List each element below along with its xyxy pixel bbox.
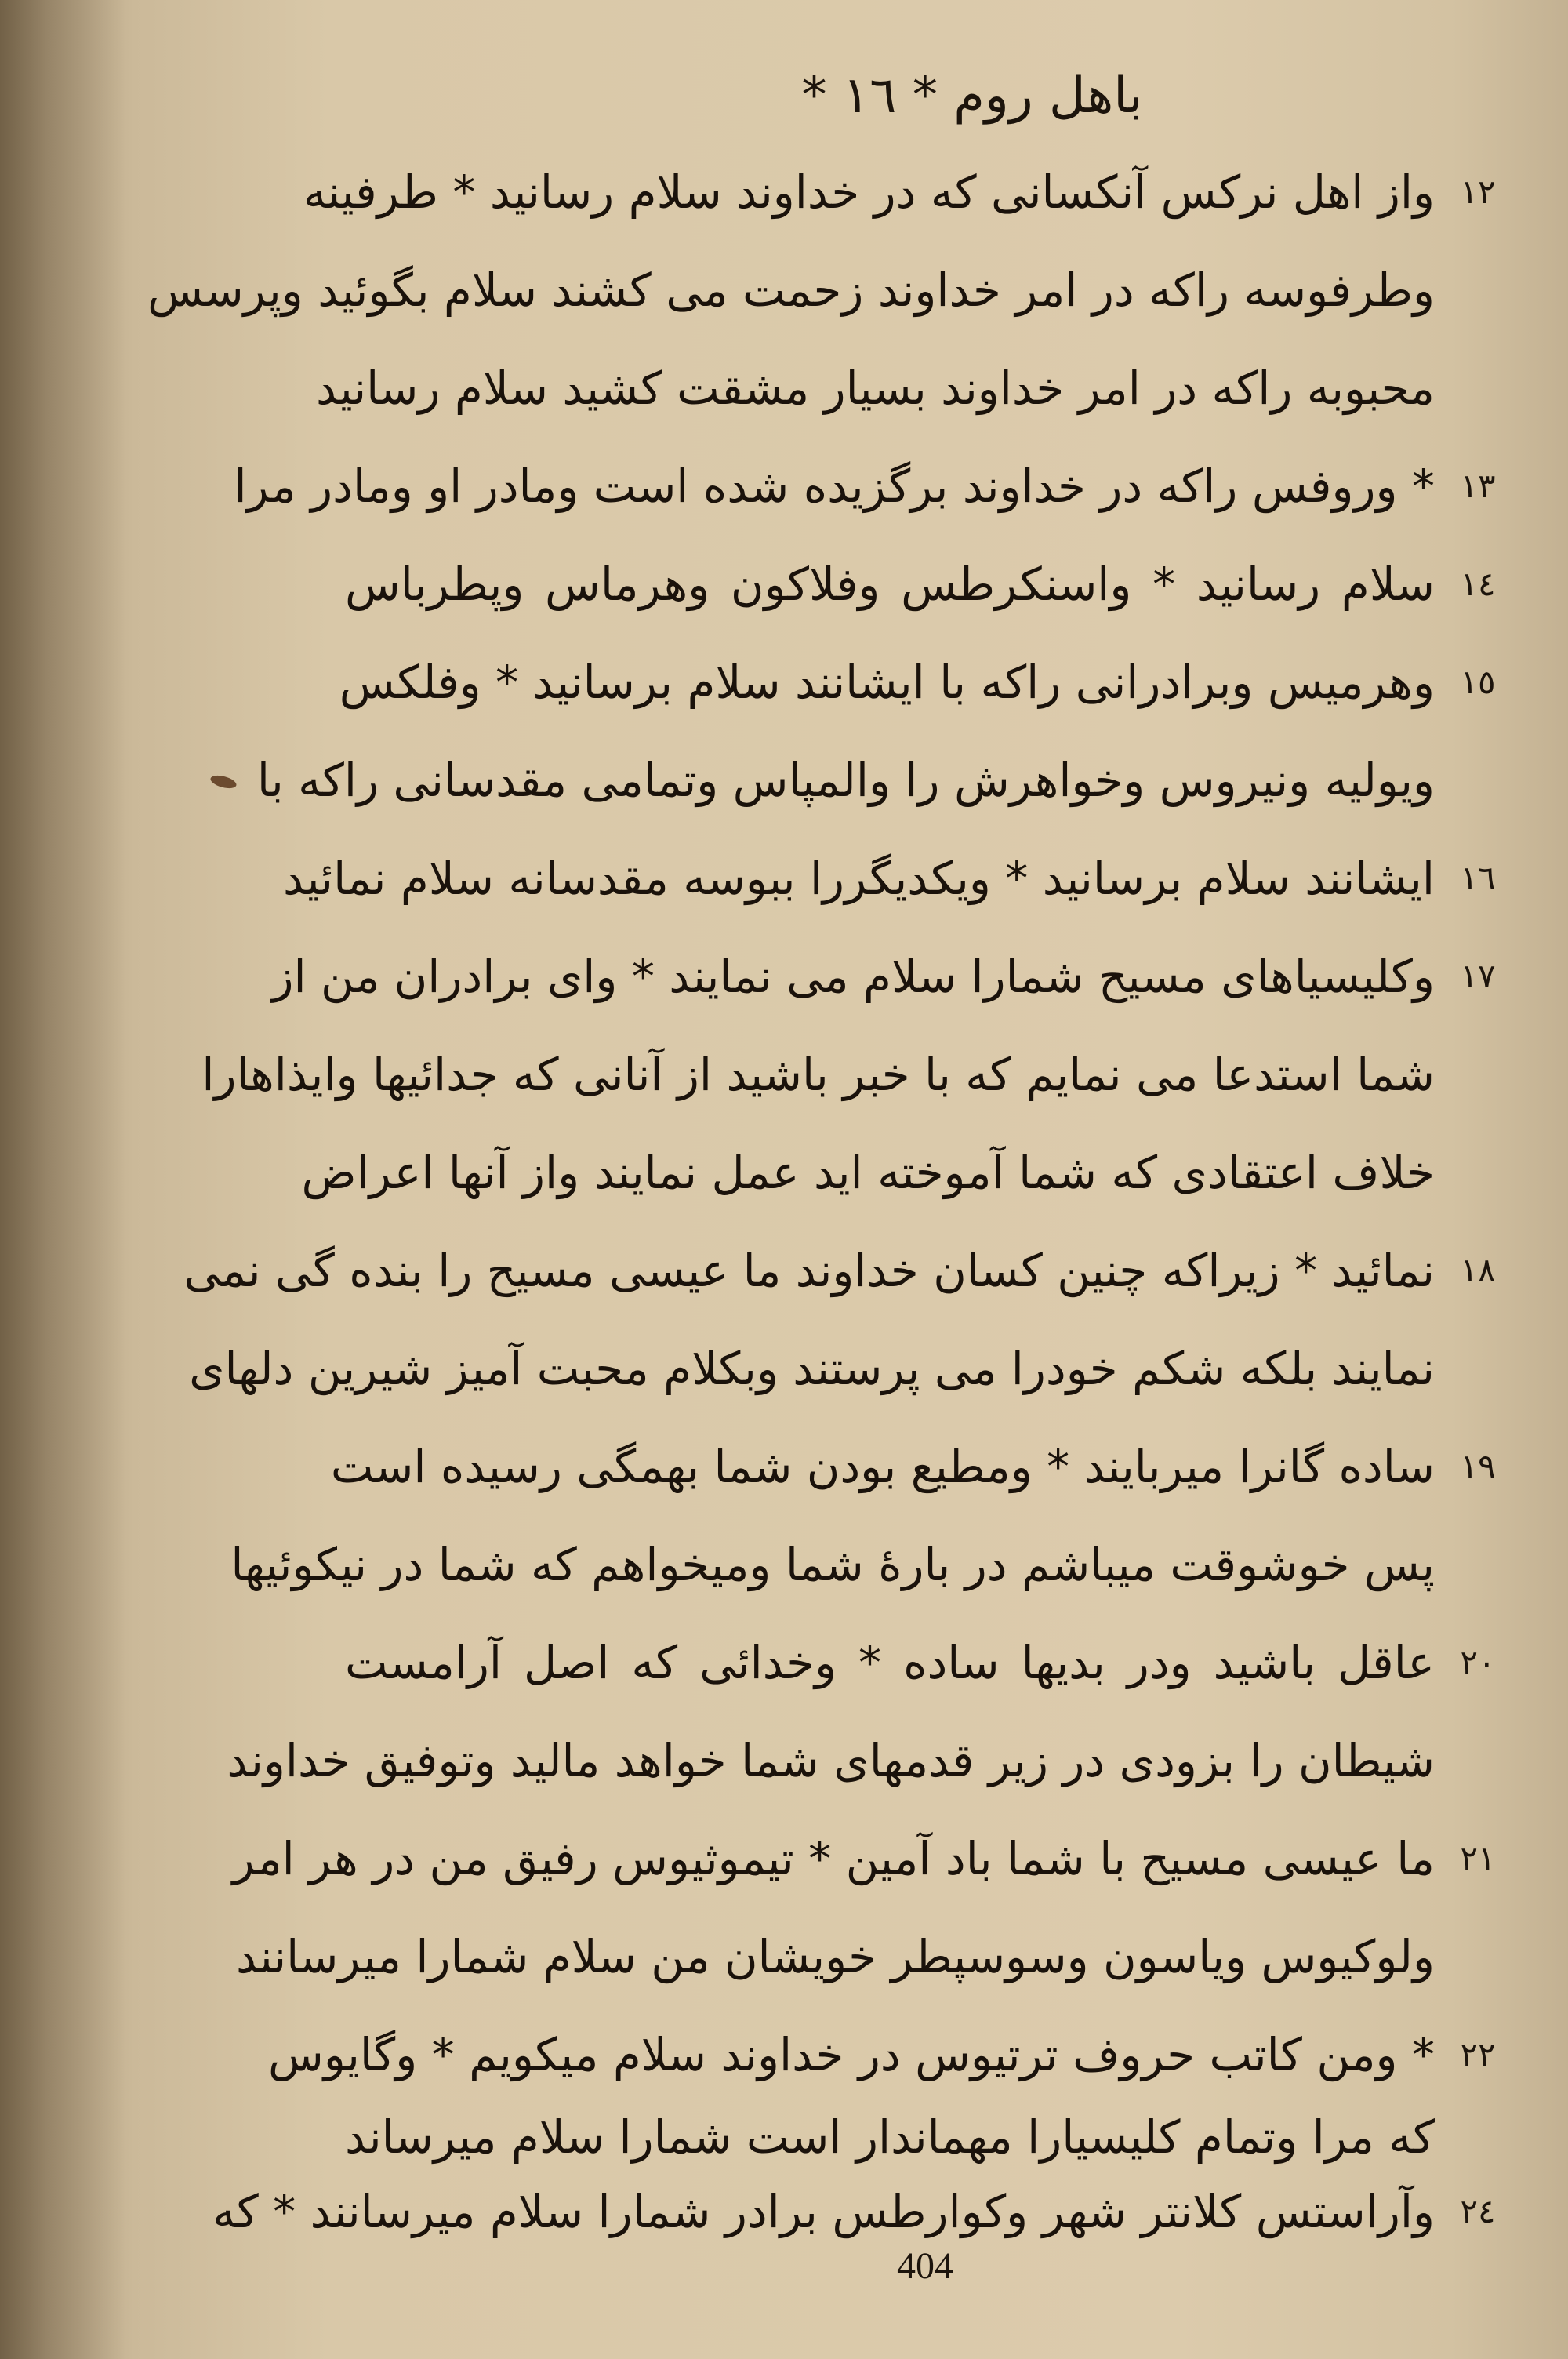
line-text: وطرفوسه راکه در امر خداوند زحمت می کشند سلام بگوئید وپرسس: [147, 264, 1435, 317]
text-line: [303, 149, 1496, 235]
line-text: وهرمیس وبرادرانی راکه با ایشانند سلام برسانید * وفلکس: [339, 656, 1435, 709]
text-line: [147, 247, 1490, 333]
text-line: [345, 2094, 1490, 2180]
line-text: ما عیسی مسیح با شما باد آمین * تیموثیوس رفیق من در هر امر: [232, 1832, 1435, 1885]
text-line: [232, 1816, 1496, 1902]
verse-number: ١٩: [1460, 1447, 1496, 1485]
line-text: وآراستس کلانتر شهر وکوارطس برادر شمارا سلام میرسانند * که: [212, 2185, 1435, 2238]
line-text: واز اهل نرکس آنکسانی که در خداوند سلام رسانید * طرفینه: [303, 165, 1435, 219]
verse-number: ٢٤: [1460, 2192, 1496, 2230]
line-text: ایشانند سلام برسانید * ویکدیگررا ببوسه مقدسانه سلام نمائید: [282, 852, 1435, 905]
line-text: خلاف اعتقادی که شما آموخته اید عمل نمایند واز آنها اعراض: [301, 1146, 1435, 1199]
text-line: [268, 2012, 1496, 2098]
verse-number: ٢١: [1460, 1839, 1496, 1877]
line-text: که مرا وتمام کلیسیارا مهماندار است شمارا سلام میرساند: [345, 2110, 1435, 2164]
line-text: شما استدعا می نمایم که با خبر باشید از آنانی که جدائیها وایذاهارا: [201, 1048, 1435, 1101]
verse-number: [1435, 1914, 1521, 2000]
verse-number: [1435, 1031, 1521, 1118]
line-text: ساده گانرا میربایند * ومطیع بودن شما بهمگی رسیده است: [330, 1440, 1435, 1493]
page-number: 404: [897, 2245, 953, 2287]
verse-number: ١٢: [1460, 173, 1496, 211]
text-line: [230, 1521, 1490, 1608]
verse-number: ٢٢: [1460, 2035, 1496, 2074]
line-text: * وروفس راکه در خداوند برگزیده شده است ومادر او ومادر مرا: [234, 460, 1435, 513]
text-line: [256, 737, 1490, 823]
text-line: [201, 1031, 1490, 1118]
verse-number: ١٨: [1460, 1251, 1496, 1289]
text-line: [282, 835, 1496, 921]
text-line: [339, 639, 1496, 725]
verse-number: ١٣: [1460, 467, 1496, 505]
line-text: سلام رسانید * واسنکرطس وفلاکون وهرماس وپطرباس: [345, 558, 1435, 611]
text-line: [271, 933, 1496, 1020]
text-line: [345, 1619, 1496, 1706]
ink-blot: [209, 773, 238, 791]
text-line: [301, 1129, 1490, 1216]
verse-number: ١٦: [1460, 859, 1496, 897]
line-text: محبوبه راکه در امر خداوند بسیار مشقت کشید سلام رسانید: [316, 362, 1435, 415]
text-line: [236, 1914, 1490, 2000]
line-text: شیطان را بزودی در زیر قدمهای شما خواهد مالید وتوفیق خداوند: [227, 1734, 1435, 1787]
text-line: [227, 1717, 1490, 1804]
verse-number: [1435, 247, 1521, 333]
text-line: [330, 1423, 1496, 1510]
verse-number: ١٥: [1460, 663, 1496, 701]
verse-number: [1435, 2094, 1521, 2180]
line-text: ویولیه ونیروس وخواهرش را والمپاس وتمامی مقدسانی راکه با: [256, 754, 1435, 807]
line-text: ولوکیوس ویاسون وسوسپطر خویشان من سلام شمارا میرسانند: [236, 1930, 1435, 1983]
verse-number: ١٧: [1460, 957, 1496, 995]
binding-shadow: [0, 0, 125, 2359]
verse-number: [1435, 1325, 1521, 1412]
line-text: وکلیسیاهای مسیح شمارا سلام می نمایند * وای برادران من از: [271, 950, 1435, 1003]
verse-number: [1435, 345, 1521, 431]
line-text: پس خوشوقت میباشم در بارهٔ شما ومیخواهم که شما در نیکوئیها: [230, 1538, 1435, 1591]
verse-number: [1435, 1129, 1521, 1216]
verse-number: [1435, 1717, 1521, 1804]
verse-number: ١٤: [1460, 565, 1496, 603]
verse-number: [1435, 1521, 1521, 1608]
text-line: [345, 541, 1496, 627]
line-text: * ومن کاتب حروف ترتیوس در خداوند سلام میکویم * وگایوس: [268, 2028, 1435, 2081]
running-header: باهل روم * ١٦ *: [801, 67, 1143, 125]
text-line: [189, 1325, 1490, 1412]
line-text: نمایند بلکه شکم خودرا می پرستند وبکلام محبت آمیز شیرین دلهای: [189, 1342, 1435, 1395]
line-text: عاقل باشید ودر بدیها ساده * وخدائی که اصل آرامست: [345, 1636, 1435, 1689]
line-text: نمائید * زیراکه چنین کسان خداوند ما عیسی مسیح را بنده گی نمی: [183, 1244, 1435, 1297]
text-line: [183, 1227, 1496, 1314]
text-line: [234, 443, 1496, 529]
verse-number: [1435, 737, 1521, 823]
text-line: [316, 345, 1490, 431]
verse-number: ٢٠: [1460, 1643, 1496, 1681]
